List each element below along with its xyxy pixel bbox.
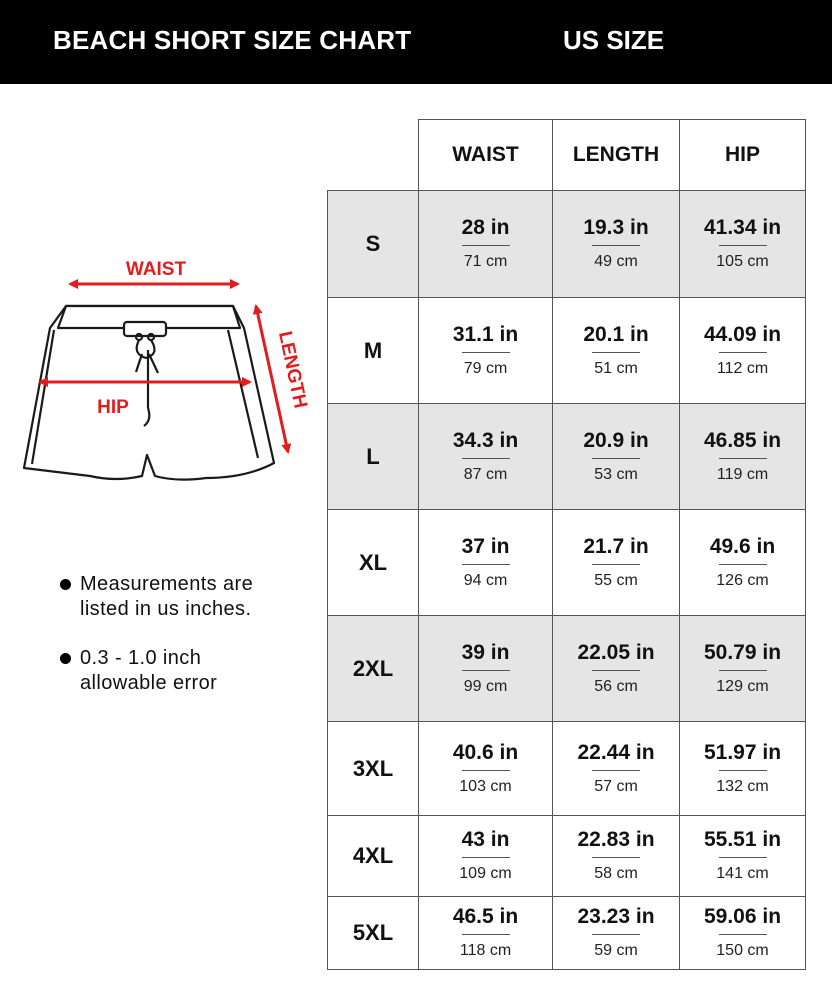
length-centimeters: 51 cm bbox=[594, 359, 638, 377]
size-label: 5XL bbox=[328, 897, 419, 970]
note-item bbox=[58, 572, 298, 622]
length-inches: 21.7 in bbox=[583, 534, 649, 558]
length-cell bbox=[553, 510, 680, 616]
divider bbox=[719, 857, 767, 858]
waist-cell bbox=[419, 616, 553, 722]
region-label: US SIZE bbox=[563, 25, 665, 55]
column-header-waist: WAIST bbox=[419, 120, 553, 191]
length-cell bbox=[553, 897, 680, 970]
divider bbox=[462, 245, 510, 246]
divider bbox=[592, 934, 640, 935]
hip-inches: 55.51 in bbox=[703, 828, 782, 851]
divider bbox=[719, 670, 767, 671]
hip-inches: 59.06 in bbox=[703, 905, 782, 928]
size-label: 4XL bbox=[328, 816, 419, 897]
divider bbox=[462, 352, 510, 353]
waist-label: WAIST bbox=[125, 259, 187, 280]
length-inches: 22.05 in bbox=[577, 640, 655, 664]
hip-inches: 50.79 in bbox=[703, 640, 782, 664]
divider bbox=[719, 564, 767, 565]
length-cell bbox=[553, 722, 680, 816]
divider bbox=[462, 857, 510, 858]
length-cell bbox=[553, 616, 680, 722]
table-row bbox=[328, 298, 806, 404]
divider bbox=[719, 458, 767, 459]
hip-centimeters: 141 cm bbox=[716, 865, 769, 882]
divider bbox=[592, 564, 640, 565]
length-inches: 22.83 in bbox=[577, 828, 655, 851]
column-header-hip: HIP bbox=[680, 120, 806, 191]
hip-centimeters: 119 cm bbox=[716, 465, 769, 483]
waist-centimeters: 87 cm bbox=[463, 465, 508, 483]
length-centimeters: 53 cm bbox=[594, 465, 638, 483]
hip-centimeters: 105 cm bbox=[716, 253, 769, 270]
hip-cell bbox=[680, 510, 806, 616]
divider bbox=[592, 770, 640, 771]
length-centimeters: 49 cm bbox=[594, 253, 638, 270]
note-item bbox=[58, 646, 298, 696]
bullet-icon bbox=[60, 579, 71, 590]
waist-centimeters: 103 cm bbox=[459, 777, 512, 795]
divider bbox=[719, 934, 767, 935]
waist-cell bbox=[419, 404, 553, 510]
bullet-icon bbox=[60, 653, 71, 664]
column-header-length: LENGTH bbox=[553, 120, 680, 191]
table-row bbox=[328, 510, 806, 616]
table-row bbox=[328, 722, 806, 816]
divider bbox=[462, 458, 510, 459]
divider bbox=[462, 934, 510, 935]
size-label: M bbox=[328, 298, 419, 404]
waist-inches: 40.6 in bbox=[452, 740, 519, 764]
chart-title: BEACH SHORT SIZE CHART bbox=[53, 25, 412, 55]
divider bbox=[592, 245, 640, 246]
hip-cell bbox=[680, 722, 806, 816]
length-inches: 20.1 in bbox=[583, 322, 649, 346]
length-inches: 22.44 in bbox=[577, 740, 655, 764]
divider bbox=[592, 352, 640, 353]
measurement-notes bbox=[58, 572, 298, 720]
divider bbox=[719, 770, 767, 771]
size-label: L bbox=[328, 404, 419, 510]
hip-centimeters: 129 cm bbox=[716, 677, 769, 695]
divider bbox=[719, 352, 767, 353]
hip-label: HIP bbox=[97, 397, 129, 418]
hip-inches: 51.97 in bbox=[703, 740, 782, 764]
hip-cell bbox=[680, 616, 806, 722]
waist-centimeters: 99 cm bbox=[463, 677, 508, 695]
table-corner bbox=[328, 120, 419, 191]
size-chart-table bbox=[327, 119, 806, 970]
length-inches: 19.3 in bbox=[583, 216, 649, 239]
waist-cell bbox=[419, 722, 553, 816]
size-label: S bbox=[328, 191, 419, 298]
hip-centimeters: 150 cm bbox=[716, 942, 769, 959]
waist-centimeters: 94 cm bbox=[463, 571, 508, 589]
divider bbox=[592, 670, 640, 671]
hip-cell bbox=[680, 298, 806, 404]
note-line: allowable error bbox=[80, 672, 218, 694]
waist-inches: 31.1 in bbox=[452, 322, 519, 346]
hip-cell bbox=[680, 404, 806, 510]
waist-inches: 46.5 in bbox=[452, 905, 519, 928]
length-centimeters: 58 cm bbox=[594, 865, 638, 882]
divider bbox=[462, 670, 510, 671]
waist-cell bbox=[419, 816, 553, 897]
table-row bbox=[328, 191, 806, 298]
note-line: Measurements are bbox=[80, 573, 254, 595]
waist-inches: 37 in bbox=[461, 534, 510, 558]
waist-centimeters: 71 cm bbox=[463, 253, 508, 270]
length-inches: 20.9 in bbox=[583, 428, 649, 452]
divider bbox=[462, 770, 510, 771]
length-centimeters: 59 cm bbox=[594, 942, 638, 959]
waist-cell bbox=[419, 897, 553, 970]
waist-centimeters: 118 cm bbox=[459, 942, 512, 959]
divider bbox=[719, 245, 767, 246]
shorts-diagram bbox=[18, 250, 318, 505]
size-label: XL bbox=[328, 510, 419, 616]
table-row bbox=[328, 616, 806, 722]
hip-inches: 41.34 in bbox=[703, 216, 782, 239]
size-rows bbox=[328, 191, 806, 970]
waist-inches: 39 in bbox=[461, 640, 510, 664]
hip-inches: 44.09 in bbox=[703, 322, 782, 346]
waist-inches: 43 in bbox=[461, 828, 510, 851]
hip-cell bbox=[680, 191, 806, 298]
size-label: 3XL bbox=[328, 722, 419, 816]
table-row bbox=[328, 897, 806, 970]
length-inches: 23.23 in bbox=[577, 905, 655, 928]
hip-centimeters: 126 cm bbox=[716, 571, 769, 589]
shorts-icon bbox=[24, 306, 274, 480]
waist-cell bbox=[419, 298, 553, 404]
waist-inches: 28 in bbox=[461, 216, 510, 239]
divider bbox=[462, 564, 510, 565]
note-line: listed in us inches. bbox=[80, 598, 252, 620]
length-centimeters: 57 cm bbox=[594, 777, 638, 795]
length-cell bbox=[553, 404, 680, 510]
hip-cell bbox=[680, 897, 806, 970]
hip-inches: 49.6 in bbox=[709, 534, 776, 558]
waist-centimeters: 109 cm bbox=[459, 865, 512, 882]
shorts-illustration bbox=[18, 250, 318, 505]
size-label: 2XL bbox=[328, 616, 419, 722]
length-cell bbox=[553, 298, 680, 404]
hip-centimeters: 132 cm bbox=[716, 777, 769, 795]
waist-inches: 34.3 in bbox=[452, 428, 519, 452]
header-banner bbox=[0, 0, 832, 84]
waist-centimeters: 79 cm bbox=[463, 359, 508, 377]
note-line: 0.3 - 1.0 inch bbox=[80, 647, 202, 669]
table-row bbox=[328, 816, 806, 897]
hip-centimeters: 112 cm bbox=[716, 359, 769, 377]
length-centimeters: 56 cm bbox=[594, 677, 638, 695]
table-header-row bbox=[328, 120, 806, 191]
table-row bbox=[328, 404, 806, 510]
waist-cell bbox=[419, 510, 553, 616]
divider bbox=[592, 857, 640, 858]
length-cell bbox=[553, 816, 680, 897]
length-centimeters: 55 cm bbox=[594, 571, 638, 589]
length-cell bbox=[553, 191, 680, 298]
waist-cell bbox=[419, 191, 553, 298]
hip-cell bbox=[680, 816, 806, 897]
divider bbox=[592, 458, 640, 459]
length-label: LENGTH bbox=[273, 329, 311, 411]
hip-inches: 46.85 in bbox=[703, 428, 782, 452]
